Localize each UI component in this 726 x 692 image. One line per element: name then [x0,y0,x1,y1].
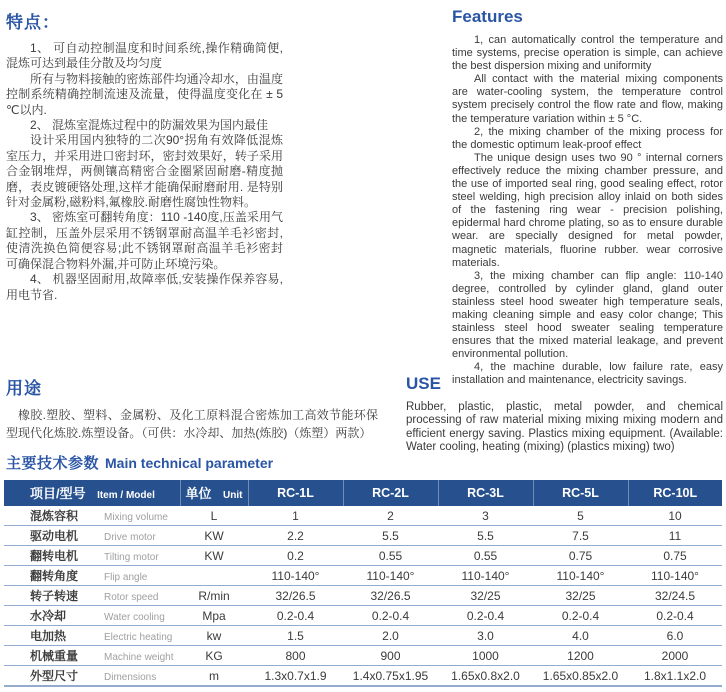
param-cell-unit: kw [180,626,248,646]
param-cell-value: 800 [248,646,343,666]
param-cell-value: 32/24.5 [628,586,722,606]
param-cell-value: 32/25 [533,586,628,606]
param-cell-unit: L [180,506,248,526]
param-cell-unit: KW [180,526,248,546]
param-cell-value: 1.65x0.8x2.0 [438,666,533,687]
param-cell-value: 2000 [628,646,722,666]
param-cell-value: 1000 [438,646,533,666]
param-cell-value: 5.5 [343,526,438,546]
header-unit-en: Unit [223,490,243,501]
param-name-en: Water cooling [104,611,165,623]
tech-parameters-title [6,452,273,473]
param-row [4,546,722,566]
features-paragraph-en: All contact with the material mixing components are water-cooling system, the temperature control system precisely control the flow rate and flow, making the temperature variation within ± 5 °C. [452,73,723,125]
tech-parameters-title-zh: 主要技术参数 [6,455,100,472]
header-cell-model: RC-5L [533,480,628,506]
param-cell-value: 0.2-0.4 [343,606,438,626]
param-cell-value: 10 [628,506,722,526]
param-name-en: Drive motor [104,531,156,543]
param-cell-value: 1.8x1.1x2.0 [628,666,722,687]
features-paragraph-zh: 3、 密炼室可翻转角度：110 -140度,压盖采用气缸控制，压盖外层采用不锈钢罩耐高温羊毛衫密封,使清洗换色简便容易;此不锈钢罩耐高温羊毛衫密封可确保混合物料外漏,并可防止环境污染。 [6,210,283,271]
tech-parameters-title-en: Main technical parameter [105,455,274,471]
param-name-en: Electric heating [104,631,173,643]
param-cell-value: 900 [343,646,438,666]
param-cell-value: 32/26.5 [343,586,438,606]
param-cell-value: 1.5 [248,626,343,646]
parameters-table-head [4,480,722,506]
param-cell-value: 11 [628,526,722,546]
header-cell-model: RC-2L [343,480,438,506]
use-section-en [406,374,723,454]
features-paragraph-en: 1, can automatically control the temperature and time systems, precise operation is simple, can achieve the best dispersion mixing and uniformity [452,34,723,73]
param-row [4,626,722,646]
param-row [4,646,722,666]
param-cell-item [4,566,180,586]
param-cell-value: 6.0 [628,626,722,646]
param-cell-value: 1200 [533,646,628,666]
header-item-en: Item / Model [97,490,155,501]
param-cell-value: 2.0 [343,626,438,646]
param-row [4,586,722,606]
param-name-zh: 外型尺寸 [30,668,79,683]
param-name-zh: 转子转速 [30,588,79,603]
param-cell-value: 110-140° [533,566,628,586]
parameters-table-body [4,506,722,686]
features-title-en: Features [452,7,523,26]
features-paragraph-en: 4, the machine durable, low failure rate, easy installation and maintenance, electricity savings. [452,361,723,387]
header-cell-model: RC-1L [248,480,343,506]
param-cell-value: 110-140° [343,566,438,586]
header-cell-unit [180,480,248,506]
param-cell-unit: Mpa [180,606,248,626]
param-cell-value: 1.4x0.75x1.95 [343,666,438,687]
param-cell-value: 1.3x0.7x1.9 [248,666,343,687]
param-cell-item [4,586,180,606]
param-row [4,566,722,586]
param-cell-value: 0.2-0.4 [248,606,343,626]
param-cell-value: 1 [248,506,343,526]
header-cell-model: RC-10L [628,480,722,506]
param-row [4,666,722,687]
param-cell-value: 0.2-0.4 [438,606,533,626]
features-title-zh: 特点： [6,13,60,32]
param-name-en: Dimensions [104,671,157,683]
param-cell-value: 0.2-0.4 [628,606,722,626]
param-row [4,606,722,626]
param-cell-value: 0.2-0.4 [533,606,628,626]
header-unit-zh: 单位 [185,486,212,501]
param-cell-item [4,546,180,566]
param-cell-unit: KG [180,646,248,666]
param-name-zh: 机械重量 [30,648,79,663]
param-cell-value: 0.55 [343,546,438,566]
param-name-en: Machine weight [104,651,174,663]
use-paragraph-zh: 橡胶.塑胶、塑料、金属粉、及化工原料混合密炼加工高效节能环保型现代化炼胶.炼塑设备。（可供：水冷却、加热(炼胶)（炼塑）两款） [6,408,378,440]
parameters-table [4,480,722,687]
param-name-zh: 混炼容积 [30,508,79,523]
param-name-en: Mixing volume [104,511,168,523]
param-cell-value: 1.65x0.85x2.0 [533,666,628,687]
use-section-zh [6,374,378,442]
features-paragraphs-zh [6,41,283,303]
features-paragraph-en: 2, the mixing chamber of the mixing process for the domestic optimum leak-proof effect [452,125,723,151]
header-item-zh: 项目/型号 [30,486,86,501]
param-cell-item [4,526,180,546]
param-cell-value: 3.0 [438,626,533,646]
param-cell-value: 2 [343,506,438,526]
header-cell-model: RC-3L [438,480,533,506]
param-cell-value: 3 [438,506,533,526]
param-cell-value: 5.5 [438,526,533,546]
param-name-zh: 电加热 [30,628,67,643]
param-cell-value: 0.75 [628,546,722,566]
param-name-zh: 翻转角度 [30,568,79,583]
param-name-zh: 翻转电机 [30,548,79,563]
param-cell-value: 0.75 [533,546,628,566]
param-cell-item [4,506,180,526]
param-cell-value: 2.2 [248,526,343,546]
param-cell-item [4,626,180,646]
param-name-zh: 驱动电机 [30,528,79,543]
param-cell-unit: R/min [180,586,248,606]
param-cell-item [4,666,180,687]
features-paragraph-zh: 设计采用国内独特的二次90°拐角有效降低混炼室压力，并采用进口密封环，密封效果好，转子采用合金钢堆焊，两侧镶高精密合金圈紧固耐磨-精度抛磨，表皮镀硬铬处理,这样才能确保耐磨耐用. 是特别针对金属粉,磁粉料,氟橡胶.耐磨性腐蚀性物料。 [6,133,283,210]
param-name-zh: 水冷却 [30,608,67,623]
param-cell-item [4,646,180,666]
param-cell-value: 0.55 [438,546,533,566]
param-cell-value: 4.0 [533,626,628,646]
features-paragraph-en: 3, the mixing chamber can flip angle: 110-140 degree, controlled by cylinder gland, gland outer stainless steel hood sweater high temperature seals, making cleaning simple and easy color change; This stainless steel hood sweater sealing temperature ensures that the mixed material leakage, and prevent environmental pollution. [452,269,723,361]
param-cell-value: 110-140° [248,566,343,586]
param-cell-unit: KW [180,546,248,566]
features-paragraph-zh: 1、 可自动控制温度和时间系统,操作精确简便,混炼可达到最佳分散及均匀度 [6,41,283,71]
param-cell-value: 7.5 [533,526,628,546]
param-cell-unit [180,566,248,586]
parameters-header-row [4,480,722,506]
features-section-en [452,7,723,388]
param-name-en: Tilting motor [104,551,159,563]
use-title-zh: 用途 [6,379,42,398]
param-row [4,526,722,546]
features-paragraph-zh: 4、 机器坚固耐用,故障率低,安装操作保养容易,用电节省. [6,272,283,302]
param-cell-unit: m [180,666,248,687]
param-cell-value: 32/25 [438,586,533,606]
features-paragraph-zh: 2、 混炼室混炼过程中的防漏效果为国内最佳 [30,118,269,133]
param-name-en: Rotor speed [104,591,159,603]
use-title-en: USE [406,374,441,393]
param-cell-value: 110-140° [628,566,722,586]
param-cell-value: 32/26.5 [248,586,343,606]
features-paragraphs-en [452,34,723,388]
use-paragraph-en: Rubber, plastic, plastic, metal powder, and chemical processing of raw material mixing mixing mixing modern and efficient energy saving. Plastics mixing equipment. (Available: Water cooling, heating (mixing) (plastics mixing) two) [406,401,723,453]
param-row [4,506,722,526]
param-cell-value: 110-140° [438,566,533,586]
header-cell-item [4,480,180,506]
param-name-en: Flip angle [104,571,148,583]
features-paragraph-zh: 所有与物料接触的密炼部件均通冷却水，由温度控制系统精确控制流速及流量，使得温度变化在 ± 5 ℃以内. [6,71,283,117]
param-cell-value: 5 [533,506,628,526]
features-section-zh [6,8,283,303]
param-cell-item [4,606,180,626]
param-cell-value: 0.2 [248,546,343,566]
features-paragraph-en: The unique design uses two 90 ° internal corners effectively reduce the mixing chamber pressure, and the use of imported seal ring, good sealing effect, rotor steel welding, high precision alloy inlaid on both sides of the fastening ring wear - precision polishing, epidermal hard chrome plating, so as to ensure durable wear. are specially designed for metal powder, magnetic materials, fluorine rubber. wear corrosive materials. [452,151,723,269]
